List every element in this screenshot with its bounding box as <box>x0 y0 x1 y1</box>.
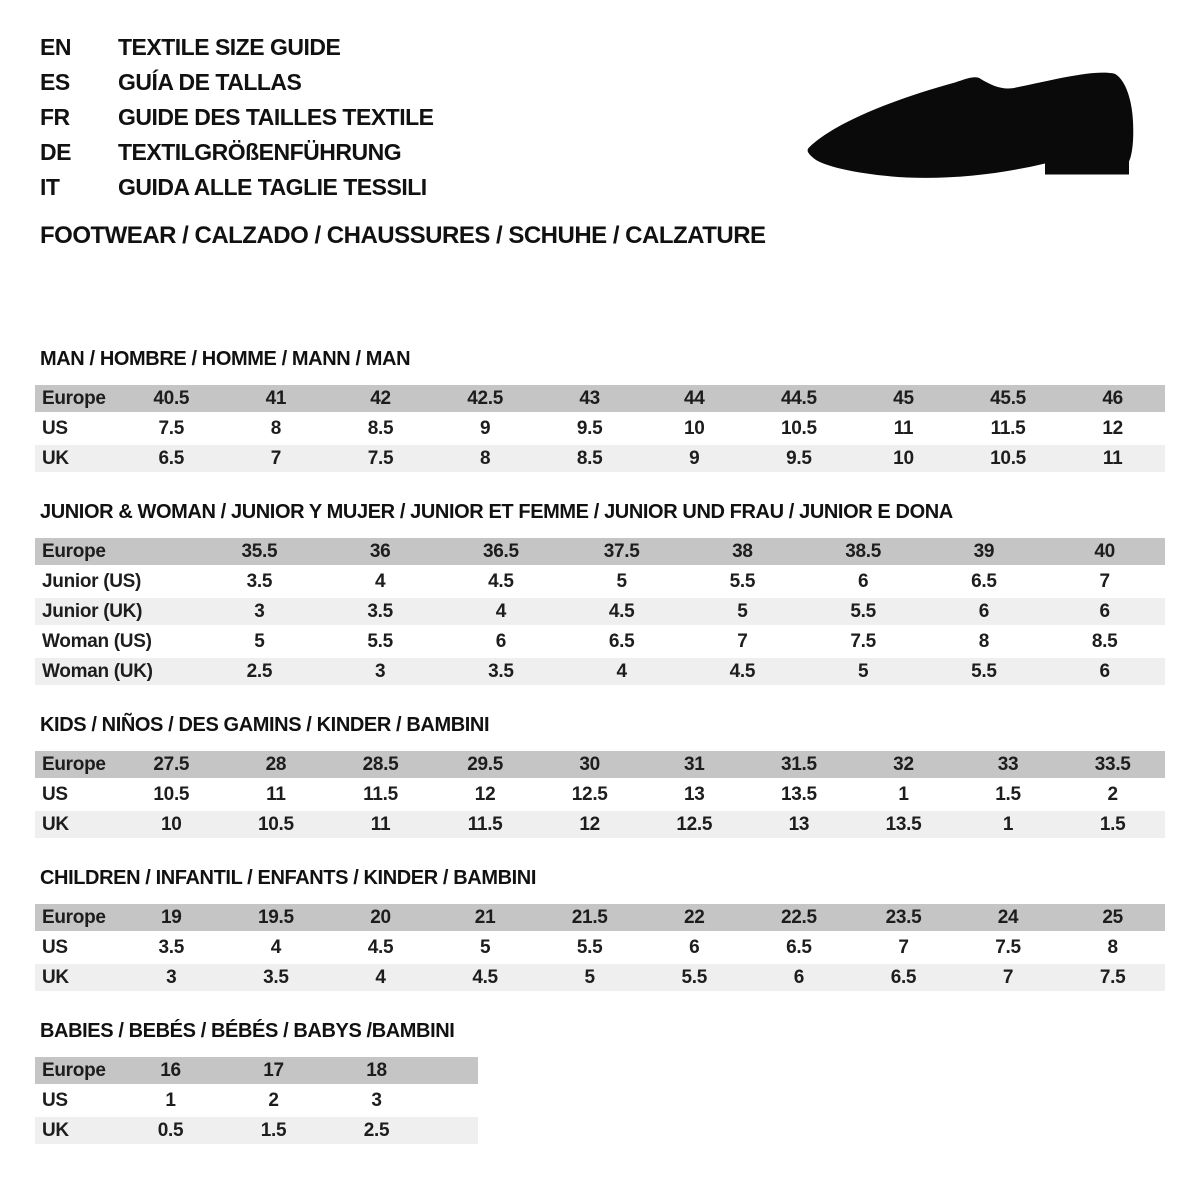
size-cell: 13.5 <box>851 811 956 841</box>
section-title-babies: BABIES / BEBÉS / BÉBÉS / BABYS /BAMBINI <box>40 1020 455 1042</box>
size-cell: 7.5 <box>803 628 924 658</box>
row-label: US <box>35 781 119 811</box>
size-cell: 9 <box>433 415 538 445</box>
size-cell: 6 <box>642 934 747 964</box>
size-cell: 12 <box>433 781 538 811</box>
size-cell: 5 <box>433 934 538 964</box>
table-row-kids-2 <box>35 811 1165 841</box>
row-label: US <box>35 934 119 964</box>
size-cell: 12.5 <box>537 781 642 811</box>
size-cell: 1.5 <box>222 1117 325 1147</box>
size-cell: 44.5 <box>747 385 852 415</box>
size-cell: 10 <box>119 811 224 841</box>
language-code: DE <box>40 139 71 165</box>
size-cell: 8 <box>1060 934 1165 964</box>
table-row-babies-0 <box>35 1057 478 1087</box>
row-label: Europe <box>35 1057 119 1087</box>
row-label: Europe <box>35 385 119 415</box>
size-cell: 3.5 <box>199 568 320 598</box>
size-cell: 38 <box>682 538 803 568</box>
size-cell: 39 <box>924 538 1045 568</box>
language-code: ES <box>40 69 70 95</box>
row-label: US <box>35 1087 119 1117</box>
language-code: FR <box>40 104 70 130</box>
size-cell: 12 <box>537 811 642 841</box>
size-cell: 10 <box>851 445 956 475</box>
size-cell: 11 <box>851 415 956 445</box>
size-cell: 6.5 <box>851 964 956 994</box>
size-cell: 32 <box>851 751 956 781</box>
size-cell: 17 <box>222 1057 325 1087</box>
table-row-children-1 <box>35 934 1165 964</box>
size-cell: 2 <box>222 1087 325 1117</box>
category-heading: FOOTWEAR / CALZADO / CHAUSSURES / SCHUHE / CALZATURE <box>40 222 766 249</box>
size-cell: 25 <box>1060 904 1165 934</box>
language-code: EN <box>40 34 71 60</box>
size-cell: 5.5 <box>642 964 747 994</box>
size-cell: 23.5 <box>851 904 956 934</box>
size-cell: 18 <box>325 1057 428 1087</box>
section-title-junior-woman: JUNIOR & WOMAN / JUNIOR Y MUJER / JUNIOR ET FEMME / JUNIOR UND FRAU / JUNIOR E DONA <box>40 501 953 523</box>
size-cell: 5.5 <box>924 658 1045 688</box>
table-row-junior-woman-0 <box>35 538 1165 568</box>
size-cell: 10.5 <box>119 781 224 811</box>
size-cell: 2.5 <box>325 1117 428 1147</box>
size-cell: 7.5 <box>956 934 1061 964</box>
size-table-kids <box>35 751 1165 841</box>
size-cell: 5 <box>561 568 682 598</box>
size-cell: 30 <box>537 751 642 781</box>
table-row-children-0 <box>35 904 1165 934</box>
size-cell: 1.5 <box>1060 811 1165 841</box>
row-label: UK <box>35 964 119 994</box>
size-cell: 6.5 <box>561 628 682 658</box>
size-cell: 7.5 <box>328 445 433 475</box>
size-cell: 4.5 <box>328 934 433 964</box>
size-cell: 5 <box>803 658 924 688</box>
size-cell: 37.5 <box>561 538 682 568</box>
table-row-junior-woman-1 <box>35 568 1165 598</box>
size-cell: 44 <box>642 385 747 415</box>
size-cell: 28.5 <box>328 751 433 781</box>
size-table-babies <box>35 1057 478 1147</box>
size-cell: 19.5 <box>224 904 329 934</box>
size-cell: 7 <box>224 445 329 475</box>
size-cell: 11.5 <box>956 415 1061 445</box>
section-junior-woman <box>35 501 1165 688</box>
size-cell: 2 <box>1060 781 1165 811</box>
size-cell: 45.5 <box>956 385 1061 415</box>
size-cell: 40 <box>1044 538 1165 568</box>
size-cell: 24 <box>956 904 1061 934</box>
table-row-kids-0 <box>35 751 1165 781</box>
table-row-man-0 <box>35 385 1165 415</box>
size-cell: 1 <box>119 1087 222 1117</box>
size-cell: 41 <box>224 385 329 415</box>
size-cell: 4.5 <box>682 658 803 688</box>
size-cell: 11.5 <box>433 811 538 841</box>
table-row-junior-woman-2 <box>35 598 1165 628</box>
size-cell: 11.5 <box>328 781 433 811</box>
size-cell: 4 <box>224 934 329 964</box>
row-label: Europe <box>35 904 119 934</box>
guide-title-es: GUÍA DE TALLAS <box>118 69 302 95</box>
size-cell: 10.5 <box>747 415 852 445</box>
size-cell: 42.5 <box>433 385 538 415</box>
size-cell: 7.5 <box>1060 964 1165 994</box>
size-cell: 6.5 <box>924 568 1045 598</box>
size-cell: 6 <box>747 964 852 994</box>
table-row-babies-1 <box>35 1087 478 1117</box>
size-cell: 6.5 <box>747 934 852 964</box>
size-cell: 5 <box>537 964 642 994</box>
size-cell: 22.5 <box>747 904 852 934</box>
size-cell: 5.5 <box>682 568 803 598</box>
size-cell: 3.5 <box>119 934 224 964</box>
size-cell: 6 <box>803 568 924 598</box>
size-cell: 4.5 <box>561 598 682 628</box>
size-cell: 38.5 <box>803 538 924 568</box>
section-title-kids: KIDS / NIÑOS / DES GAMINS / KINDER / BAMBINI <box>40 714 490 736</box>
guide-title-de: TEXTILGRÖßENFÜHRUNG <box>118 139 402 165</box>
table-row-junior-woman-4 <box>35 658 1165 688</box>
size-cell: 33 <box>956 751 1061 781</box>
size-cell: 1.5 <box>956 781 1061 811</box>
size-cell: 43 <box>537 385 642 415</box>
row-label: UK <box>35 1117 119 1147</box>
size-cell: 35.5 <box>199 538 320 568</box>
size-cell: 7.5 <box>119 415 224 445</box>
size-tables <box>0 348 1200 1147</box>
size-cell: 9.5 <box>537 415 642 445</box>
size-cell: 9.5 <box>747 445 852 475</box>
size-cell: 6 <box>441 628 562 658</box>
size-cell: 27.5 <box>119 751 224 781</box>
size-cell: 9 <box>642 445 747 475</box>
size-cell: 7 <box>851 934 956 964</box>
size-cell: 12 <box>1060 415 1165 445</box>
size-cell: 11 <box>328 811 433 841</box>
language-code: IT <box>40 174 60 200</box>
row-label: Woman (US) <box>35 628 199 658</box>
guide-title-fr: GUIDE DES TAILLES TEXTILE <box>118 104 434 130</box>
size-cell: 5.5 <box>320 628 441 658</box>
size-cell: 7 <box>956 964 1061 994</box>
section-man <box>35 348 1165 475</box>
size-cell: 11 <box>224 781 329 811</box>
size-cell: 3.5 <box>441 658 562 688</box>
section-title-children: CHILDREN / INFANTIL / ENFANTS / KINDER / BAMBINI <box>40 867 536 889</box>
size-cell: 29.5 <box>433 751 538 781</box>
table-row-babies-2 <box>35 1117 478 1147</box>
size-cell: 22 <box>642 904 747 934</box>
size-cell: 3 <box>119 964 224 994</box>
size-cell: 8 <box>224 415 329 445</box>
size-cell: 13 <box>642 781 747 811</box>
size-cell: 4 <box>320 568 441 598</box>
size-cell: 3 <box>199 598 320 628</box>
size-cell: 21.5 <box>537 904 642 934</box>
size-cell: 6 <box>924 598 1045 628</box>
size-cell: 5 <box>682 598 803 628</box>
size-cell: 13.5 <box>747 781 852 811</box>
size-cell: 19 <box>119 904 224 934</box>
section-babies <box>35 1020 1165 1147</box>
size-cell: 33.5 <box>1060 751 1165 781</box>
size-cell: 4 <box>561 658 682 688</box>
filler-cell <box>428 1087 478 1117</box>
size-cell: 21 <box>433 904 538 934</box>
size-cell: 5.5 <box>803 598 924 628</box>
guide-title-it: GUIDA ALLE TAGLIE TESSILI <box>118 174 427 200</box>
size-cell: 31.5 <box>747 751 852 781</box>
size-table-children <box>35 904 1165 994</box>
table-row-kids-1 <box>35 781 1165 811</box>
size-cell: 1 <box>851 781 956 811</box>
row-label: UK <box>35 445 119 475</box>
row-label: Europe <box>35 751 119 781</box>
size-cell: 6.5 <box>119 445 224 475</box>
size-cell: 4 <box>328 964 433 994</box>
size-cell: 6 <box>1044 598 1165 628</box>
size-cell: 6 <box>1044 658 1165 688</box>
size-cell: 0.5 <box>119 1117 222 1147</box>
size-cell: 40.5 <box>119 385 224 415</box>
table-row-children-2 <box>35 964 1165 994</box>
section-title-man: MAN / HOMBRE / HOMME / MANN / MAN <box>40 348 411 370</box>
size-cell: 10.5 <box>956 445 1061 475</box>
size-cell: 8.5 <box>328 415 433 445</box>
size-cell: 1 <box>956 811 1061 841</box>
size-cell: 4 <box>441 598 562 628</box>
size-cell: 45 <box>851 385 956 415</box>
size-cell: 31 <box>642 751 747 781</box>
size-cell: 4.5 <box>441 568 562 598</box>
row-label: US <box>35 415 119 445</box>
row-label: Junior (UK) <box>35 598 199 628</box>
size-cell: 28 <box>224 751 329 781</box>
table-row-man-2 <box>35 445 1165 475</box>
size-cell: 36.5 <box>441 538 562 568</box>
size-cell: 3 <box>325 1087 428 1117</box>
row-label: Woman (UK) <box>35 658 199 688</box>
size-cell: 10 <box>642 415 747 445</box>
size-cell: 42 <box>328 385 433 415</box>
row-label: Europe <box>35 538 199 568</box>
guide-title-en: TEXTILE SIZE GUIDE <box>118 34 341 60</box>
size-cell: 8.5 <box>537 445 642 475</box>
size-cell: 11 <box>1060 445 1165 475</box>
size-cell: 8 <box>433 445 538 475</box>
size-cell: 10.5 <box>224 811 329 841</box>
section-kids <box>35 714 1165 841</box>
size-cell: 5 <box>199 628 320 658</box>
size-cell: 16 <box>119 1057 222 1087</box>
size-cell: 36 <box>320 538 441 568</box>
size-cell: 46 <box>1060 385 1165 415</box>
size-cell: 8.5 <box>1044 628 1165 658</box>
shoe-silhouette-icon <box>805 66 1145 184</box>
table-row-junior-woman-3 <box>35 628 1165 658</box>
row-label: UK <box>35 811 119 841</box>
size-cell: 7 <box>682 628 803 658</box>
size-cell: 7 <box>1044 568 1165 598</box>
section-children <box>35 867 1165 994</box>
size-cell: 2.5 <box>199 658 320 688</box>
size-cell: 20 <box>328 904 433 934</box>
size-cell: 5.5 <box>537 934 642 964</box>
row-label: Junior (US) <box>35 568 199 598</box>
size-cell: 13 <box>747 811 852 841</box>
header <box>0 0 1200 250</box>
table-row-man-1 <box>35 415 1165 445</box>
size-cell: 4.5 <box>433 964 538 994</box>
language-row-en <box>40 30 1200 65</box>
size-cell: 3 <box>320 658 441 688</box>
size-table-junior-woman <box>35 538 1165 688</box>
filler-cell <box>428 1117 478 1147</box>
filler-cell <box>428 1057 478 1087</box>
size-cell: 3.5 <box>224 964 329 994</box>
size-cell: 3.5 <box>320 598 441 628</box>
size-cell: 12.5 <box>642 811 747 841</box>
size-table-man <box>35 385 1165 475</box>
size-cell: 8 <box>924 628 1045 658</box>
